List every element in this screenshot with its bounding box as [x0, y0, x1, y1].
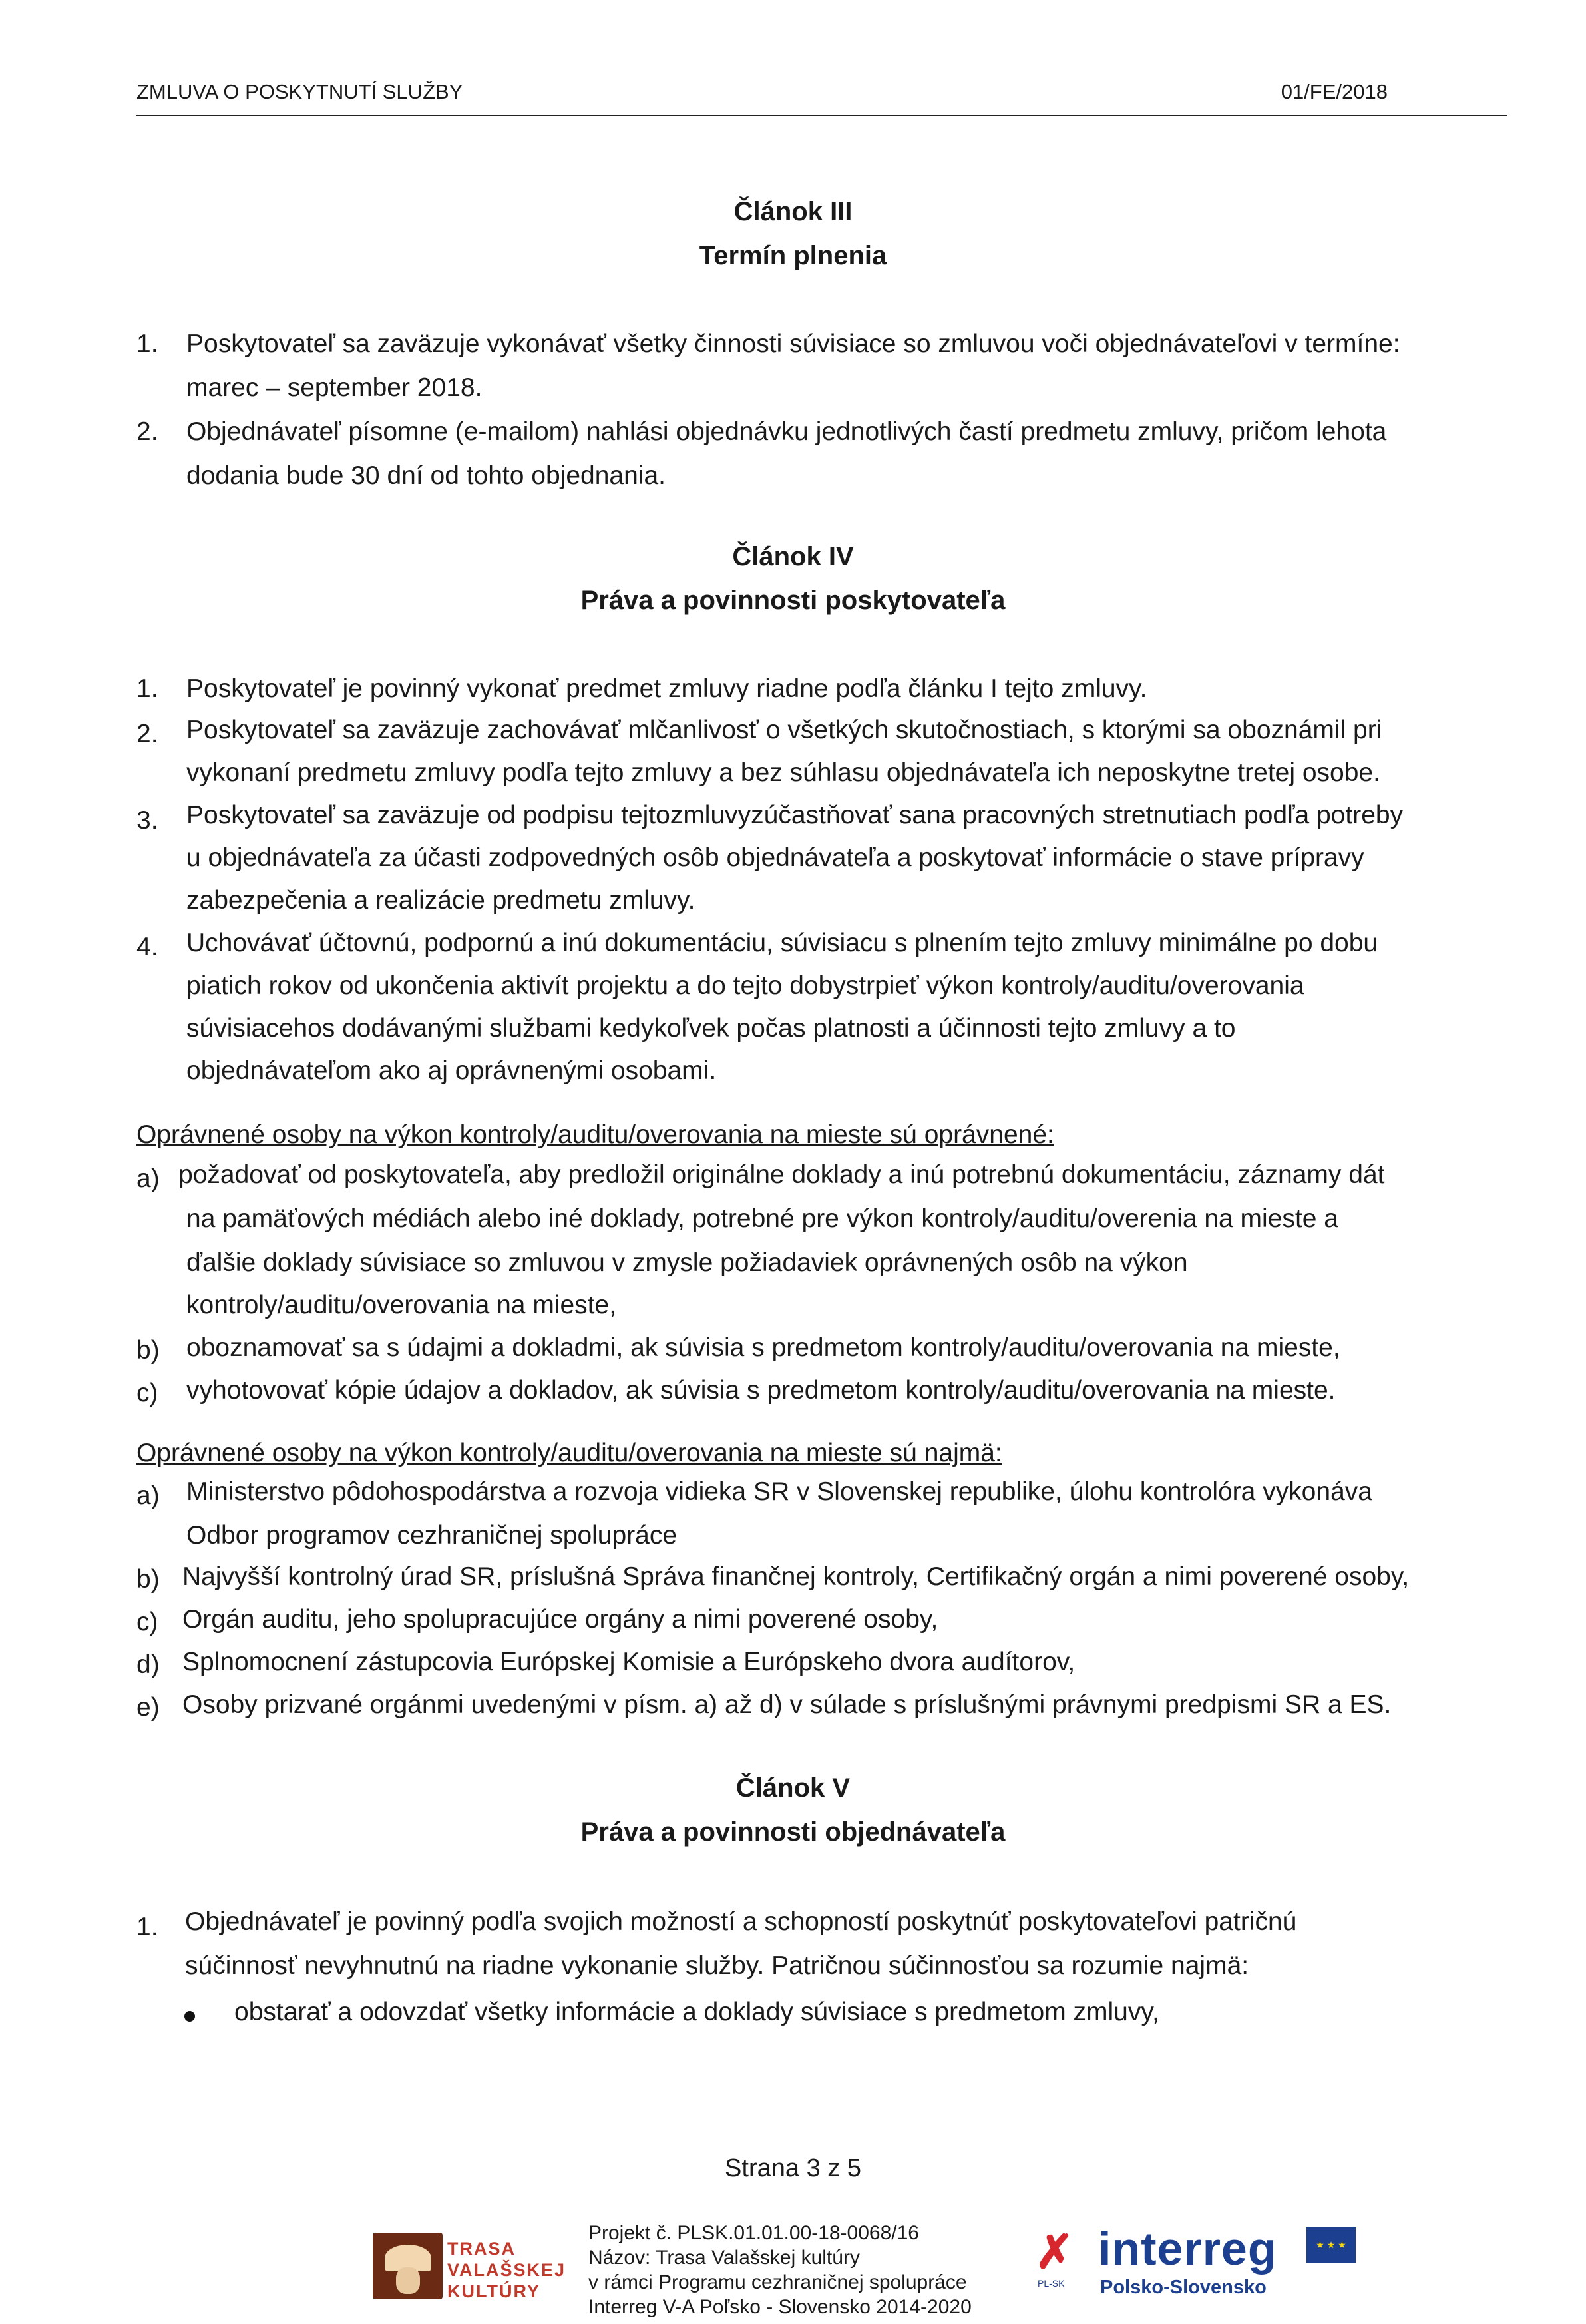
art5-item-1-line-2: súčinnosť nevyhnutnú na riadne vykonanie služby. Patričnou súčinnosťou sa rozumie najmä: — [185, 1951, 1249, 1980]
entitled-rights-a-line-2: na pamäťových médiách alebo iné doklady, potrebné pre výkon kontroly/auditu/overenia na mieste a — [186, 1204, 1338, 1233]
art5-bullet-text: obstarať a odovzdať všetky informácie a doklady súvisiace s predmetom zmluvy, — [234, 1998, 1159, 2026]
entitled-persons-a-line-2: Odbor programov cezhraničnej spolupráce — [186, 1521, 678, 1550]
art4-item-3-line-3: zabezpečenia a realizácie predmetu zmluvy. — [186, 886, 695, 915]
interreg-name: interreg — [1098, 2223, 1277, 2275]
entitled-rights-a-line-1: požadovať od poskytovateľa, aby predložil originálne doklady a inú potrebnú dokumentáciu, záznamy dát — [178, 1160, 1385, 1189]
trasa-logo-text — [447, 2238, 566, 2302]
document-header — [136, 80, 1507, 116]
art4-item-3-line-1: Poskytovateľ sa zaväzuje od podpisu tejtozmluvyzúčastňovať sana pracovných stretnutiach podľa potreby — [186, 801, 1404, 829]
art4-item-2-line-1: Poskytovateľ sa zaväzuje zachovávať mlčanlivosť o všetkých skutočnostiach, s ktorými sa oboznámil pri — [186, 716, 1382, 744]
header-code: 01/FE/2018 — [1281, 80, 1388, 103]
art4-item-2-line-2: vykonaní predmetu zmluvy podľa tejto zmluvy a bez súhlasu objednávateľa ich neposkytne tretej osobe. — [186, 758, 1380, 787]
entitled-persons-heading: Oprávnené osoby na výkon kontroly/auditu/overovania na mieste sú najmä: — [136, 1439, 1002, 1467]
art3-item-2-line-2: dodania bude 30 dní od tohto objednania. — [186, 461, 666, 490]
art3-item-1-line-2: marec – september 2018. — [186, 373, 483, 402]
art4-item-4-line-1: Uchovávať účtovnú, podpornú a inú dokumentáciu, súvisiacu s plnením tejto zmluvy minimálne po dobu — [186, 929, 1378, 957]
trasa-line-1: TRASA — [447, 2239, 516, 2259]
article-3-title: Článok III — [733, 197, 853, 226]
project-line-4: Interreg V-A Poľsko - Slovensko 2014-2020 — [588, 2296, 972, 2318]
bullet-marker — [184, 2011, 195, 2022]
header-title: ZMLUVA O POSKYTNUTÍ SLUŽBY — [136, 80, 463, 103]
art4-item-4-line-2: piatich rokov od ukončenia aktivít projektu a do tejto dobystrpieť výkon kontroly/auditu/overovania — [186, 971, 1304, 1000]
interreg-x-icon: ✗ — [1035, 2226, 1074, 2278]
art4-item-4-number: 4. — [136, 933, 158, 961]
article-4-title: Článok IV — [732, 542, 854, 571]
art3-item-1-line-1: Poskytovateľ sa zaväzuje vykonávať všetky činnosti súvisiace so zmluvou voči objednávateľovi v termíne: — [186, 330, 1400, 358]
entitled-persons-d-line-1: Splnomocnení zástupcovia Európskej Komisie a Európskeho dvora audítorov, — [182, 1648, 1076, 1676]
art3-item-2-number: 2. — [136, 417, 158, 446]
entitled-persons-d-letter: d) — [136, 1650, 160, 1679]
face-icon — [396, 2267, 420, 2294]
entitled-rights-b-line-1: oboznamovať sa s údajmi a dokladmi, ak súvisia s predmetom kontroly/auditu/overovania na mieste, — [186, 1333, 1340, 1362]
trasa-logo — [373, 2233, 443, 2299]
art5-item-1-number: 1. — [136, 1913, 158, 1941]
project-line-1: Projekt č. PLSK.01.01.00-18-0068/16 — [588, 2222, 919, 2244]
entitled-rights-a-line-3: ďalšie doklady súvisiace so zmluvou v zmysle požiadaviek oprávnených osôb na výkon — [186, 1248, 1188, 1277]
entitled-persons-c-letter: c) — [136, 1608, 158, 1636]
entitled-rights-a-line-4: kontroly/auditu/overovania na mieste, — [186, 1291, 617, 1319]
eu-stars-icon: ★ ★ ★ — [1316, 2239, 1346, 2250]
entitled-rights-b-letter: b) — [136, 1336, 160, 1365]
entitled-rights-heading: Oprávnené osoby na výkon kontroly/auditu/overovania na mieste sú oprávnené: — [136, 1120, 1054, 1149]
page-number: Strana 3 z 5 — [725, 2154, 861, 2182]
interreg-subtitle: Polsko-Slovensko — [1100, 2277, 1267, 2298]
entitled-persons-b-letter: b) — [136, 1565, 160, 1594]
art4-item-4-line-4: objednávateľom ako aj oprávnenými osobami. — [186, 1056, 717, 1085]
entitled-persons-a-line-1: Ministerstvo pôdohospodárstva a rozvoja vidieka SR v Slovenskej republike, úlohu kontrolóra vykonáva — [186, 1477, 1372, 1506]
art4-item-1-number: 1. — [136, 674, 158, 703]
entitled-persons-e-letter: e) — [136, 1693, 160, 1722]
art5-item-1-line-1: Objednávateľ je povinný podľa svojich možností a schopností poskytnúť poskytovateľovi patričnú — [185, 1907, 1297, 1936]
article-5-subtitle: Práva a povinnosti objednávateľa — [580, 1817, 1006, 1847]
article-5-title: Článok V — [735, 1773, 851, 1803]
project-info — [588, 2221, 972, 2319]
art4-item-2-number: 2. — [136, 720, 158, 748]
project-line-3: v rámci Programu cezhraničnej spolupráce — [588, 2271, 967, 2293]
entitled-rights-c-letter: c) — [136, 1379, 158, 1407]
art4-item-3-line-2: u objednávateľa za účasti zodpovedných osôb objednávateľa a poskytovať informácie o stave prípravy — [186, 843, 1364, 872]
plsk-label: PL-SK — [1038, 2278, 1065, 2289]
art4-item-1-line-1: Poskytovateľ je povinný vykonať predmet zmluvy riadne podľa článku I tejto zmluvy. — [186, 674, 1147, 703]
entitled-rights-a-letter: a) — [136, 1164, 160, 1193]
art4-item-4-line-3: súvisiacehos dodávanými službami kedykoľvek počas platnosti a účinnosti tejto zmluvy a to — [186, 1014, 1236, 1043]
entitled-persons-e-line-1: Osoby prizvané orgánmi uvedenými v písm. a) až d) v súlade s príslušnými právnymi predpismi SR a ES. — [182, 1690, 1392, 1719]
article-3-subtitle: Termín plnenia — [699, 241, 887, 270]
entitled-persons-a-letter: a) — [136, 1481, 160, 1510]
trasa-line-3: KULTÚRY — [447, 2281, 540, 2301]
entitled-persons-b-line-1: Najvyšší kontrolný úrad SR, príslušná Správa finančnej kontroly, Certifikačný orgán a nimi poverené osoby, — [182, 1562, 1410, 1591]
entitled-rights-c-line-1: vyhotovovať kópie údajov a dokladov, ak súvisia s predmetom kontroly/auditu/overovania na mieste. — [186, 1376, 1336, 1405]
project-line-2: Názov: Trasa Valašskej kultúry — [588, 2247, 860, 2269]
eu-flag-icon — [1306, 2227, 1356, 2263]
trasa-line-2: VALAŠSKEJ — [447, 2260, 566, 2280]
article-4-subtitle: Práva a povinnosti poskytovateľa — [580, 586, 1006, 615]
art3-item-1-number: 1. — [136, 330, 158, 358]
art3-item-2-line-1: Objednávateľ písomne (e-mailom) nahlási objednávku jednotlivých častí predmetu zmluvy, pričom lehota — [186, 417, 1387, 446]
entitled-persons-c-line-1: Orgán auditu, jeho spolupracujúce orgány a nimi poverené osoby, — [182, 1605, 938, 1634]
art4-item-3-number: 3. — [136, 806, 158, 835]
